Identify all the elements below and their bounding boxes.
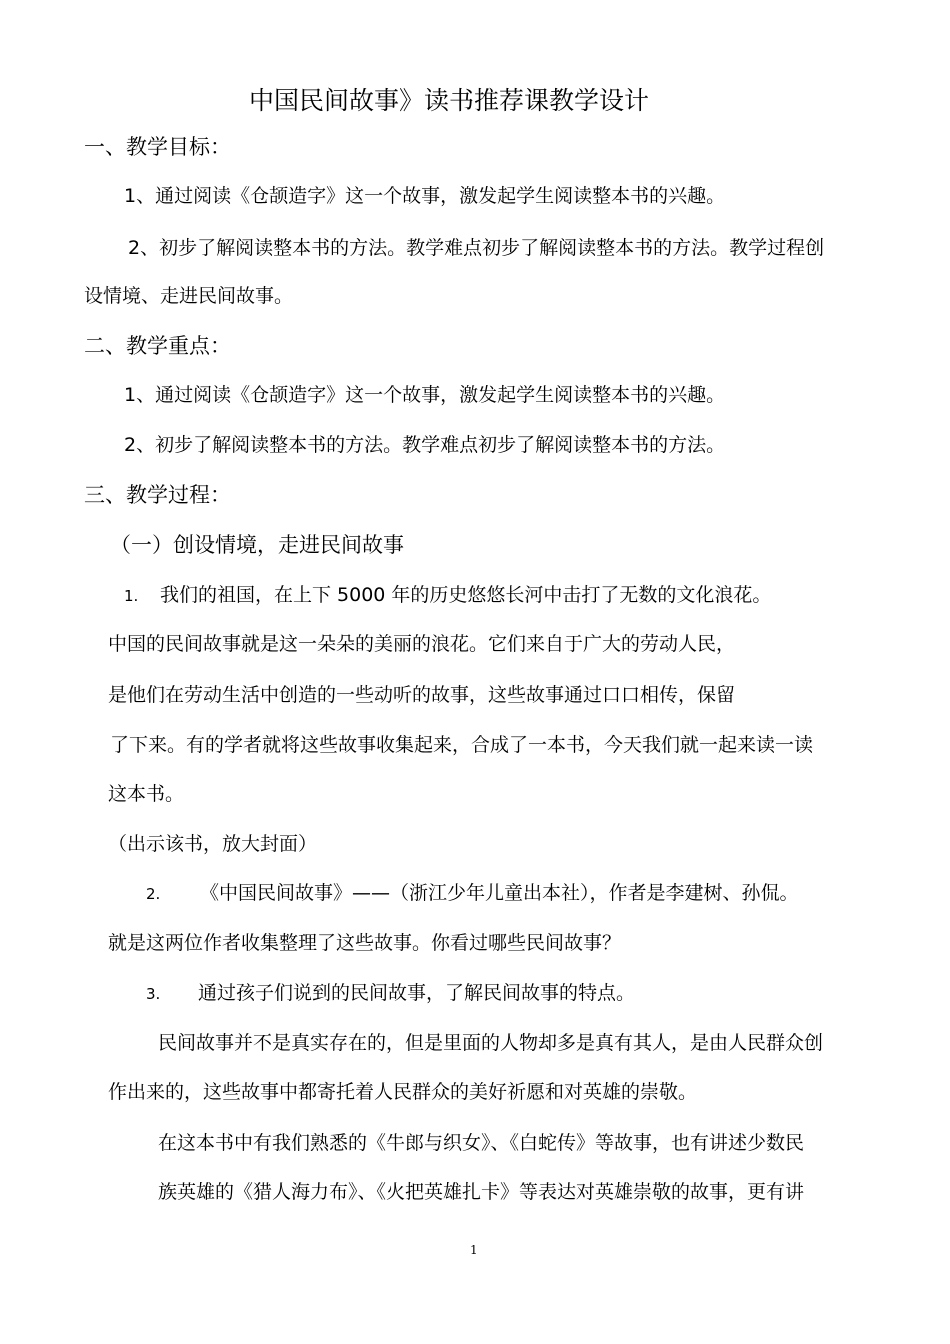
paragraph-1-line-1: 民间故事并不是真实存在的，但是里面的人物却多是真有其人，是由人民群众创 — [158, 1032, 824, 1054]
item-2-line-2: 就是这两位作者收集整理了这些故事。你看过哪些民间故事？ — [108, 932, 622, 954]
item-1-line-3: 是他们在劳动生活中创造的一些动听的故事，这些故事通过口口相传，保留 — [108, 684, 736, 706]
section-heading-key-points: 二、教学重点： — [84, 334, 231, 358]
book-note: （出示该书，放大封面） — [108, 833, 318, 855]
item-number-3: 3. — [146, 985, 161, 1003]
objective-2-line-2: 设情境、走进民间故事。 — [84, 285, 294, 307]
page-number: 1 — [470, 1243, 478, 1257]
objective-1: 1、通过阅读《仓颉造字》这一个故事，激发起学生阅读整本书的兴趣。 — [124, 185, 726, 207]
key-point-1: 1、通过阅读《仓颉造字》这一个故事，激发起学生阅读整本书的兴趣。 — [124, 384, 726, 406]
section-heading-process: 三、教学过程： — [84, 483, 231, 507]
paragraph-2-line-2: 族英雄的《猎人海力布》、《火把英雄扎卡》等表达对英雄崇敬的故事，更有讲 — [158, 1181, 805, 1203]
item-1-line-2: 中国的民间故事就是这一朵朵的美丽的浪花。它们来自于广大的劳动人民， — [108, 633, 736, 655]
paragraph-2-line-1: 在这本书中有我们熟悉的《牛郎与织女》、《白蛇传》等故事，也有讲述少数民 — [158, 1132, 805, 1154]
item-1-line-1: 我们的祖国，在上下 5000 年的历史悠悠长河中击打了无数的文化浪花。 — [160, 584, 772, 606]
paragraph-1-line-2: 作出来的，这些故事中都寄托着人民群众的美好祈愿和对英雄的崇敬。 — [108, 1081, 698, 1103]
objective-2-line-1: 2、初步了解阅读整本书的方法。教学难点初步了解阅读整本书的方法。教学过程创 — [128, 237, 825, 259]
subsection-heading: （一）创设情境，走进民间故事 — [110, 533, 404, 557]
item-number-2: 2. — [146, 885, 161, 903]
section-heading-objectives: 一、教学目标： — [84, 135, 231, 159]
item-1-line-5: 这本书。 — [108, 783, 185, 805]
item-2-line-1: 《中国民间故事》——（浙江少年儿童出本社），作者是李建树、孙侃。 — [200, 882, 799, 904]
item-3-line-1: 通过孩子们说到的民间故事，了解民间故事的特点。 — [198, 982, 636, 1004]
item-number-1: 1. — [124, 587, 139, 605]
item-1-line-4: 了下来。有的学者就将这些故事收集起来，合成了一本书，今天我们就一起来读一读 — [110, 734, 814, 756]
key-point-2: 2、初步了解阅读整本书的方法。教学难点初步了解阅读整本书的方法。 — [124, 434, 726, 456]
page-title: 中国民间故事》读书推荐课教学设计 — [249, 86, 650, 115]
